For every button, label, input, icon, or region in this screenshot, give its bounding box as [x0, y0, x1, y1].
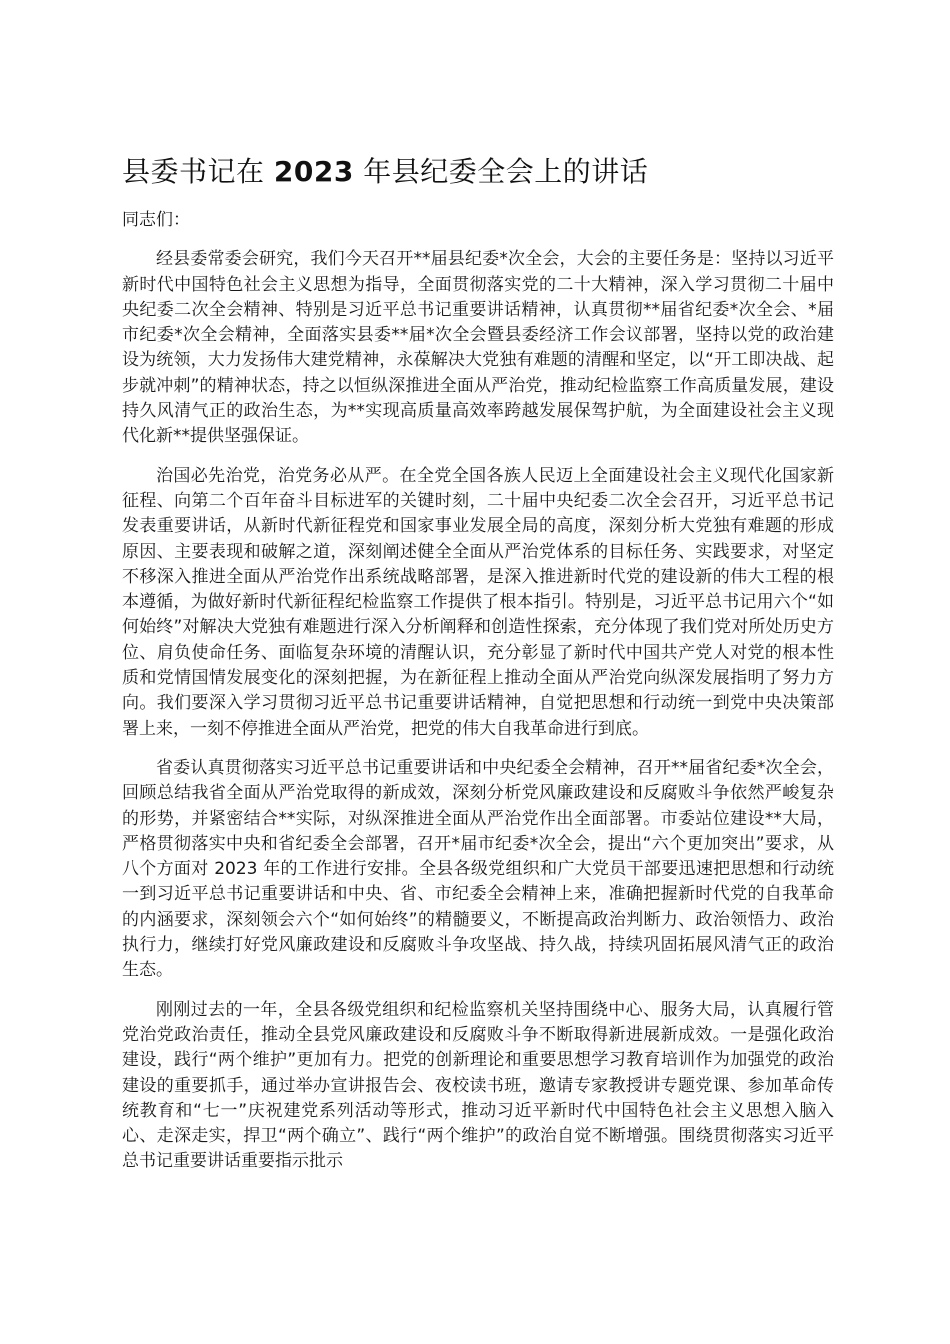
title-suffix: 年县纪委全会上的讲话 [363, 155, 649, 188]
document-title [122, 152, 842, 192]
salutation: 同志们： [122, 210, 190, 230]
document-body [122, 208, 834, 1189]
title-prefix: 县委书记在 [122, 155, 265, 188]
paragraph-2: 治国必先治党，治党务必从严。在全党全国各族人民迈上全面建设社会主义现代化国家新征程、向第二个百年奋斗目标进军的关键时刻，二十届中央纪委二次全会召开，习近平总书记发表重要讲话，从新时代新征程党和国家事业发展全局的高度，深刻分析大党独有难题的形成原因、主要表现和破解之道，深刻阐述健全全面从严治党体系的目标任务、实践要求，对坚定不移深入推进全面从严治党作出系统战略部署，是深入推进新时代党的建设新的伟大工程的根本遵循，为做好新时代新征程纪检监察工作提供了根本指引。特别是，习近平总书记用六个“如何始终”对解决大党独有难题进行深入分析阐释和创造性探索，充分体现了我们党对所处历史方位、肩负使命任务、面临复杂环境的清醒认识，充分彰显了新时代中国共产党人对党的根本性质和党情国情发展变化的深刻把握，为在新征程上推动全面从严治党向纵深发展指明了努力方向。我们要深入学习贯彻习近平总书记重要讲话精神，自觉把思想和行动统一到党中央决策部署上来，一刻不停推进全面从严治党，把党的伟大自我革命进行到底。 [122, 465, 834, 739]
paragraph-1: 经县委常委会研究，我们今天召开**届县纪委*次全会，大会的主要任务是：坚持以习近平新时代中国特色社会主义思想为指导，全面贯彻落实党的二十大精神，深入学习贯彻二十届中央纪委二次全会精神、特别是习近平总书记重要讲话精神，认真贯彻**届省纪委*次全会、*届市纪委*次全会精神，全面落实县委**届*次全会暨县委经济工作会议部署，坚持以党的政治建设为统领，大力发扬伟大建党精神，永葆解决大党独有难题的清醒和坚定，以“开工即决战、起步就冲刺”的精神状态，持之以恒纵深推进全面从严治党，推动纪检监察工作高质量发展，建设持久风清气正的政治生态，为**实现高质量高效率跨越发展保驾护航，为全面建设社会主义现代化新**提供坚强保证。 [122, 249, 834, 447]
title-year: 2023 [273, 155, 354, 188]
paragraph-4: 刚刚过去的一年，全县各级党组织和纪检监察机关坚持围绕中心、服务大局，认真履行管党治党政治责任，推动全县党风廉政建设和反腐败斗争不断取得新进展新成效。一是强化政治建设，践行“两个维护”更加有力。把党的创新理论和重要思想学习教育培训作为加强党的政治建设的重要抓手，通过举办宣讲报告会、夜校读书班，邀请专家教授讲专题党课、参加革命传统教育和“七一”庆祝建党系列活动等形式，推动习近平新时代中国特色社会主义思想入脑入心、走深走实，捍卫“两个确立”、践行“两个维护”的政治自觉不断增强。围绕贯彻落实习近平总书记重要讲话重要指示批示 [122, 999, 834, 1172]
paragraph-3: 省委认真贯彻落实习近平总书记重要讲话和中央纪委全会精神，召开**届省纪委*次全会，回顾总结我省全面从严治党取得的新成效，深刻分析党风廉政建设和反腐败斗争依然严峻复杂的形势，并紧密结合**实际，对纵深推进全面从严治党作出全面部署。市委站位建设**大局，严格贯彻落实中央和省纪委全会部署，召开*届市纪委*次全会，提出“六个更加突出”要求，从八个方面对 2023 年的工作进行安排。全县各级党组织和广大党员干部要迅速把思想和行动统一到习近平总书记重要讲话和中央、省、市纪委全会精神上来，准确把握新时代党的自我革命的内涵要求，深刻领会六个“如何始终”的精髓要义，不断提高政治判断力、政治领悟力、政治执行力，继续打好党风廉政建设和反腐败斗争攻坚战、持久战，持续巩固拓展风清气正的政治生态。 [122, 757, 834, 981]
